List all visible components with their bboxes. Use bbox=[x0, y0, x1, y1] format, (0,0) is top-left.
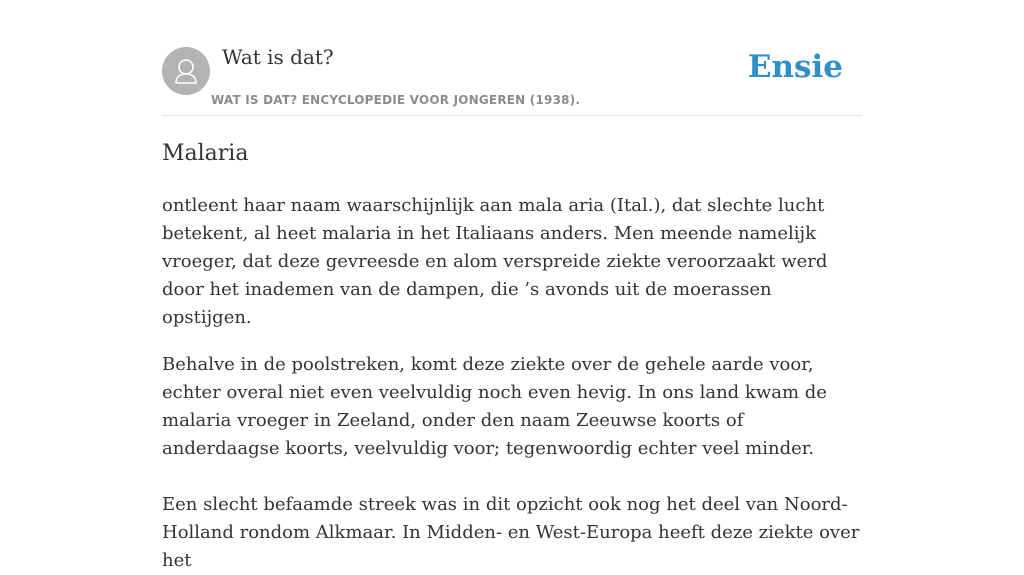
source-subtitle[interactable]: WAT IS DAT? ENCYCLOPEDIE VOOR JONGEREN (1938). bbox=[211, 93, 581, 107]
article-title: Malaria bbox=[162, 141, 249, 166]
article-paragraph: Een slecht befaamde streek was in dit opzicht ook nog het deel van Noord-Holland rondom Alkmaar. In Midden- en West-Europa heeft deze ziekte over het bbox=[162, 494, 860, 571]
avatar[interactable] bbox=[162, 47, 210, 95]
article bbox=[162, 138, 862, 575]
source-header bbox=[162, 40, 862, 116]
user-icon bbox=[162, 47, 210, 95]
ensie-logo-link[interactable]: Ensie bbox=[747, 49, 843, 85]
article-paragraph: ontleent haar naam waarschijnlijk aan mala aria (Ital.), dat slechte lucht betekent, al heet malaria in het Italiaans anders. Men meende namelijk vroeger, dat deze gevreesde en alom verspreide ziekte veroorzaakt werd door het inademen van de dampen, die ’s avonds uit de moerassen opstijgen. bbox=[162, 195, 828, 328]
article-paragraph: Behalve in de poolstreken, komt deze ziekte over de gehele aarde voor, echter overal niet even veelvuldig noch even hevig. In ons land kwam de malaria vroeger in Zeeland, onder den naam Zeeuwse koorts of anderdaagse koorts, veelvuldig voor; tegenwoordig echter veel minder. bbox=[162, 354, 827, 459]
source-title[interactable]: Wat is dat? bbox=[222, 45, 334, 69]
